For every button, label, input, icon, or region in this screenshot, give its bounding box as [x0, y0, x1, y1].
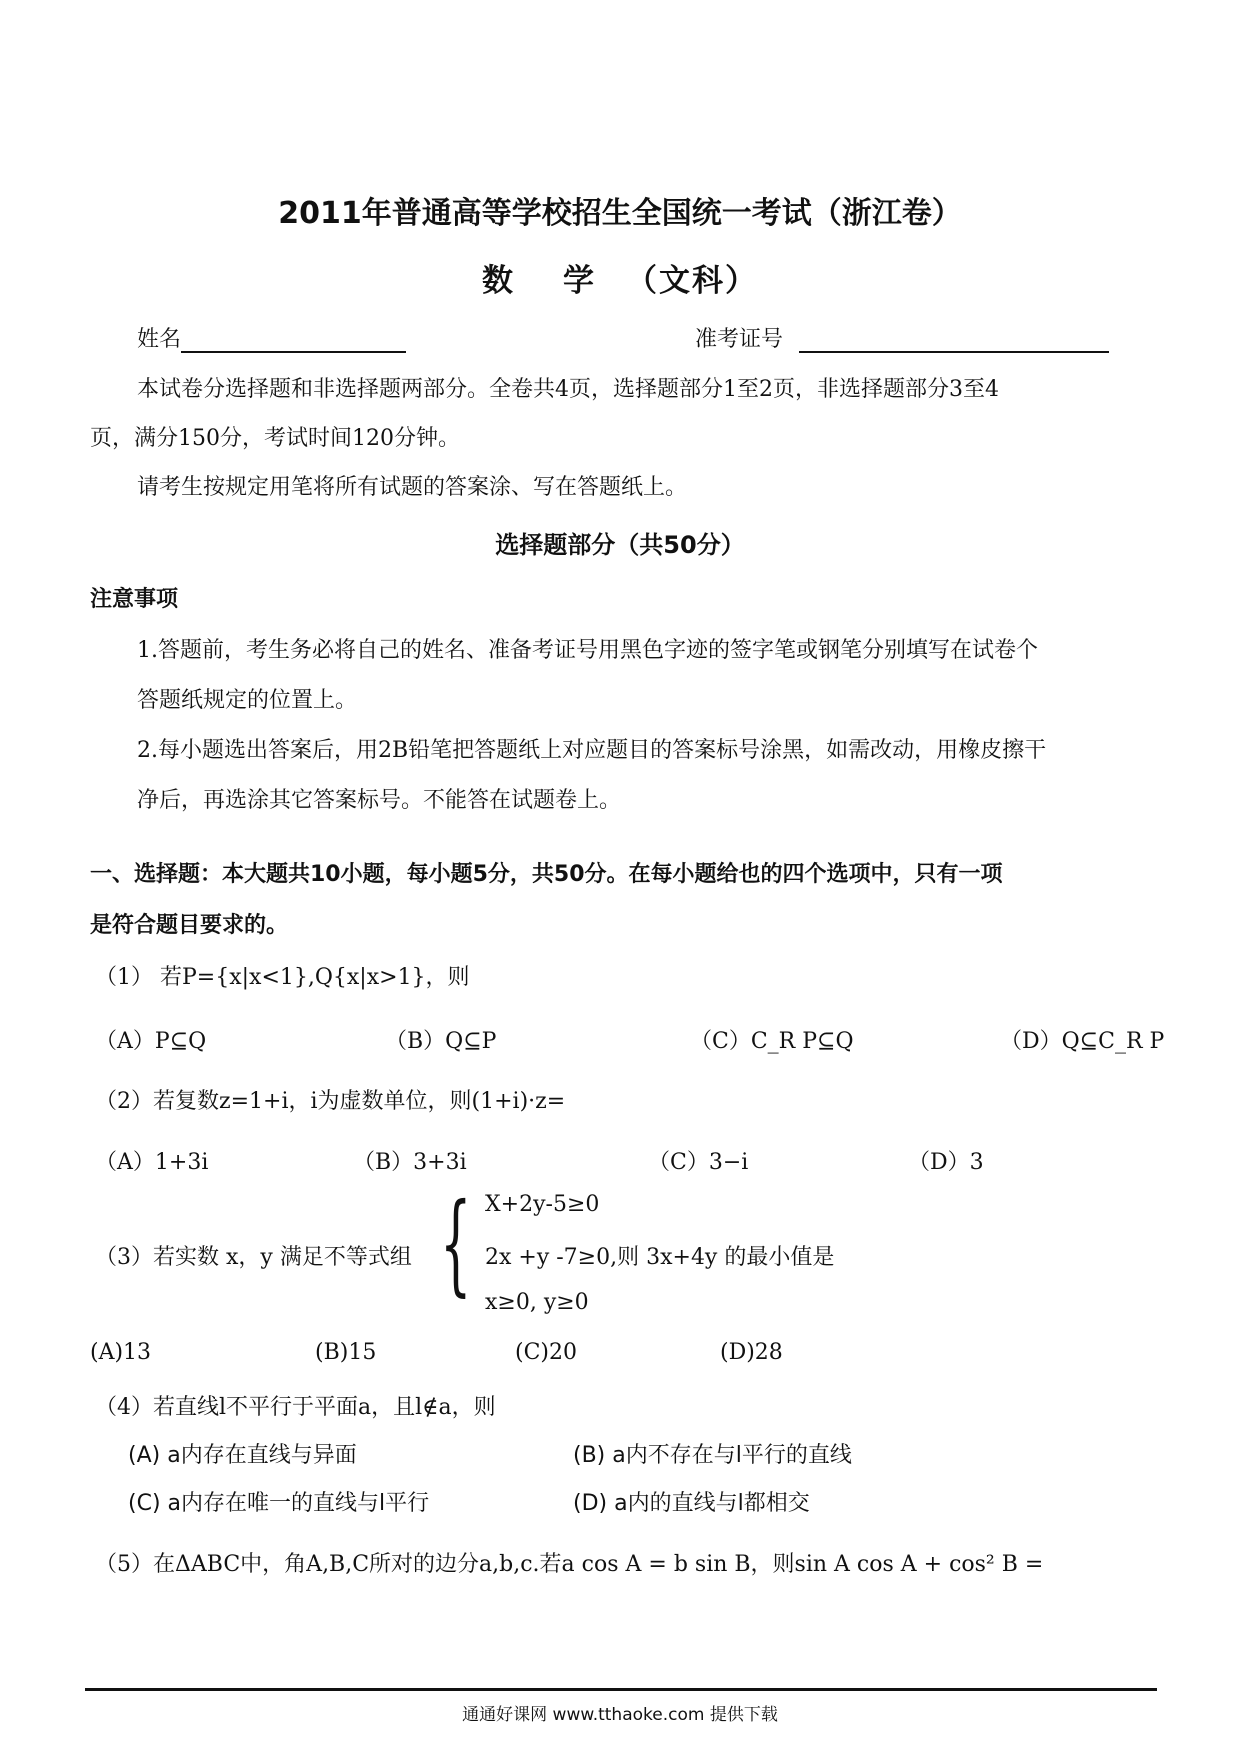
- intro-line-3: 请考生按规定用笔将所有试题的答案涂、写在答题纸上。: [137, 475, 688, 500]
- q5-stem: （5）在ΔABC中，角A,B,C所对的边分a,b,c.若a cos A = b sin B，则sin A cos A + cos² B =: [95, 1552, 1044, 1577]
- exam-title: 2011年普通高等学校招生全国统一考试（浙江卷）: [278, 196, 962, 231]
- subject-type: （文科）: [626, 263, 758, 299]
- q2-stem: （2）若复数z=1+i，i为虚数单位，则(1+i)·z=: [95, 1089, 566, 1114]
- subject-char-2: 学: [563, 263, 596, 299]
- footer-divider: [85, 1688, 1157, 1691]
- q3-option-c: (C)20: [515, 1340, 577, 1365]
- notice-item-2-line-2: 净后，再选涂其它答案标号。不能答在试题卷上。: [137, 788, 622, 813]
- notice-item-1-line-1: 1.答题前，考生务必将自己的姓名、准备考证号用黑色字迹的签字笔或钢笔分别填写在试卷个: [137, 638, 1038, 663]
- subject-char-1: 数: [482, 263, 515, 299]
- id-label: 准考证号: [695, 327, 784, 352]
- section-title: 选择题部分（共50分）: [495, 531, 745, 559]
- intro-line-2: 页，满分150分，考试时间120分钟。: [90, 426, 460, 451]
- q3-inequality-2: 2x +y -7≥0,则 3x+4y 的最小值是: [485, 1245, 835, 1270]
- notice-item-2-line-1: 2.每小题选出答案后，用2B铅笔把答题纸上对应题目的答案标号涂黑，如需改动，用橡皮擦干: [137, 738, 1047, 763]
- q1-option-a: （A）P⊆Q: [95, 1029, 207, 1054]
- name-label: 姓名: [137, 327, 182, 352]
- id-blank[interactable]: [799, 327, 1109, 353]
- notice-item-1-line-2: 答题纸规定的位置上。: [137, 688, 358, 713]
- q3-option-d: (D)28: [720, 1340, 783, 1365]
- q4-option-d: (D) a内的直线与l都相交: [573, 1491, 810, 1516]
- id-field: [695, 322, 1109, 353]
- name-field: [137, 322, 406, 353]
- q3-option-a: (A)13: [90, 1340, 152, 1365]
- q2-option-d: （D）3: [908, 1150, 984, 1175]
- q3-brace: {: [440, 1179, 472, 1307]
- intro-line-1: 本试卷分选择题和非选择题两部分。全卷共4页，选择题部分1至2页，非选择题部分3至4: [137, 377, 999, 402]
- q4-option-b: (B) a内不存在与l平行的直线: [573, 1443, 852, 1468]
- q4-stem: （4）若直线l不平行于平面a，且l∉a，则: [95, 1395, 496, 1420]
- q2-option-a: （A）1+3i: [95, 1150, 209, 1175]
- q3-stem: （3）若实数 x，y 满足不等式组: [95, 1245, 412, 1270]
- q3-option-b: (B)15: [315, 1340, 377, 1365]
- notice-title: 注意事项: [90, 587, 179, 612]
- subject-title: [0, 255, 1240, 300]
- q3-inequality-1: X+2y-5≥0: [485, 1192, 600, 1217]
- q1-option-d: （D）Q⊆C_R P: [1000, 1029, 1165, 1054]
- q1-option-b: （B）Q⊆P: [385, 1029, 497, 1054]
- q4-option-a: (A) a内存在直线与异面: [128, 1443, 357, 1468]
- q2-option-c: （C）3−i: [648, 1150, 749, 1175]
- q3-inequality-3: x≥0, y≥0: [485, 1290, 589, 1315]
- q2-option-b: （B）3+3i: [353, 1150, 467, 1175]
- q4-option-c: (C) a内存在唯一的直线与l平行: [128, 1491, 430, 1516]
- name-blank[interactable]: [181, 327, 406, 353]
- part1-heading-line-1: 一、选择题：本大题共10小题，每小题5分，共50分。在每小题给也的四个选项中，只有一项: [90, 862, 1003, 887]
- part1-heading-line-2: 是符合题目要求的。: [90, 913, 289, 938]
- footer-text: 通通好课网 www.tthaoke.com 提供下载: [462, 1705, 778, 1725]
- q1-stem: （1） 若P={x|x<1},Q{x|x>1}，则: [95, 965, 470, 990]
- q1-option-c: （C）C_R P⊆Q: [690, 1029, 854, 1054]
